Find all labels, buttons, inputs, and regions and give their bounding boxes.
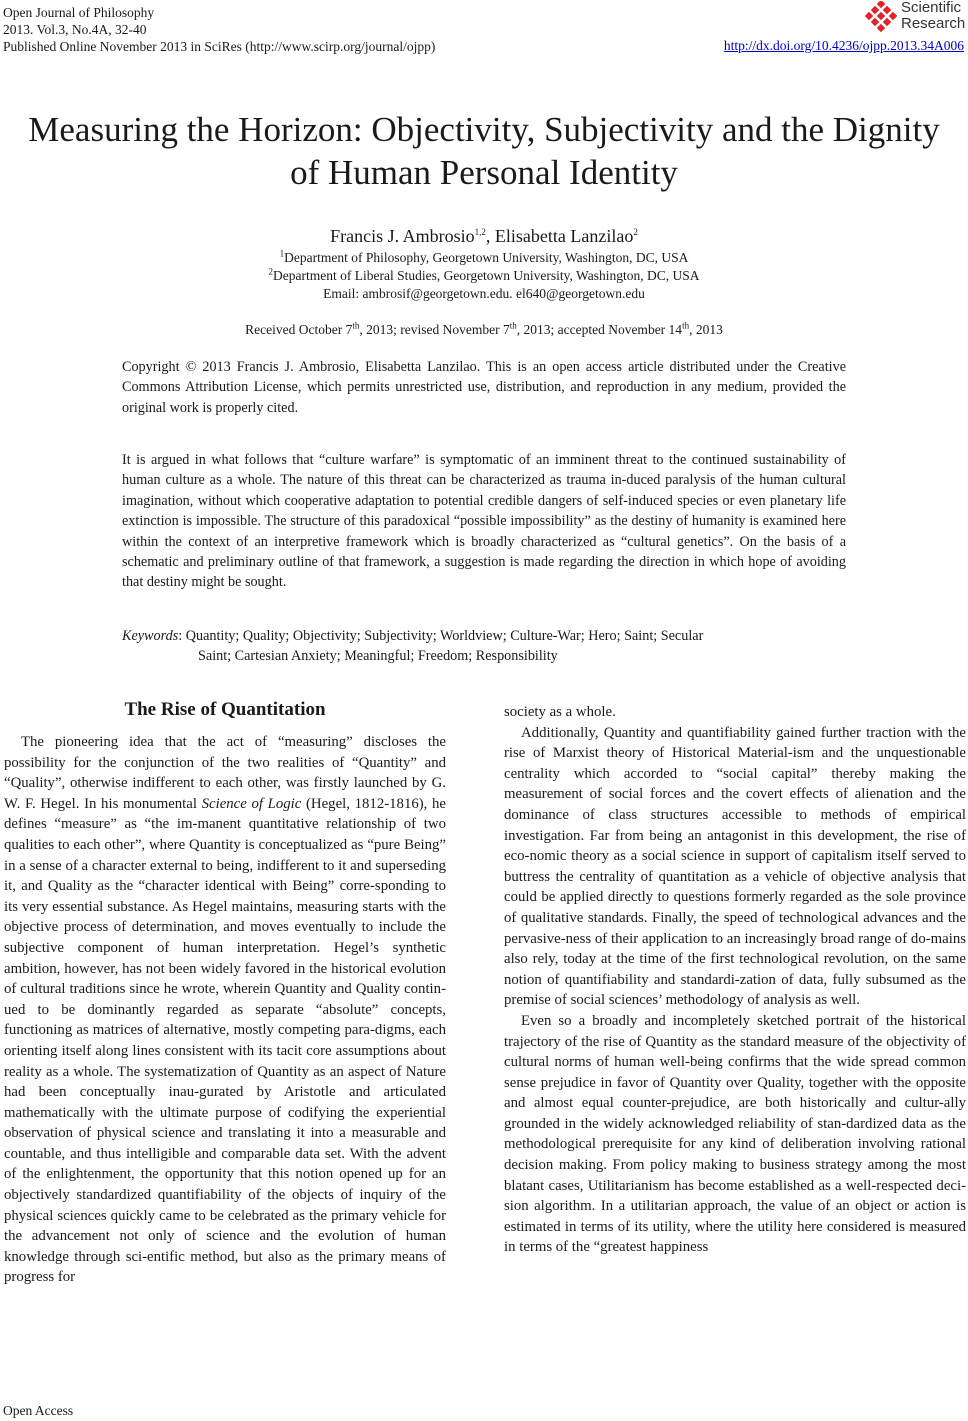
ordinal-suffix: th [509,320,517,331]
logo-line-1: Scientific [901,0,962,16]
author-2: Elisabetta Lanzilao [494,226,634,246]
keywords-line-1: : Quantity; Quality; Objectivity; Subjectivity; Worldview; Culture-War; Hero; Saint; Secular [178,628,704,644]
article-title [0,108,968,194]
body-paragraph: society as a whole. [504,704,616,720]
keywords-line-2: Saint; Cartesian Anxiety; Meaningful; Freedom; Responsibility [198,648,558,665]
body-paragraph [4,732,446,1288]
author-1: Francis J. Ambrosio [330,226,475,246]
affiliation-1-marker: 1 [279,248,285,259]
body-paragraph: Additionally, Quantity and quantifiability gained further traction with the rise of Marxist theory of Historical Material-ism and the unquestionable centrality which accorded to “social capital” thereby making the measurement of social forces and the covert effects of alienation and the dominance of class structures accessible to methods of empirical investigation. Far from being an antagonist in this development, the rise of eco-nomic theory as a social science in support of capitalism itself served to buttress the centrality of quantitation as a vehicle of objective analysis that could be applied directly to questions formerly regarded as the sole province of qualitative standards. Finally, the speed of technological advances and the pervasive-ness of their application to an increasingly broad range of do-mains also rely, today at the time of the first technological revolution, on the same notion of quantifiability and standardi-zation of data, fully subsumed as the premise of social sciences’ methodology of analysis as well. [504,724,966,1009]
ordinal-suffix: th [682,320,690,331]
affiliation-1-text: Department of Philosophy, Georgetown University, Washington, DC, USA [284,250,689,265]
affiliation-2 [0,268,968,284]
right-column [504,702,966,1258]
journal-name: Open Journal of Philosophy [3,5,155,20]
title-line-1: Measuring the Horizon: Objectivity, Subjectivity and the Dignity [28,110,940,149]
affiliation-2-text: Department of Liberal Studies, Georgetown University, Washington, DC, USA [273,268,700,283]
logo-mark-icon [864,1,900,35]
ordinal-suffix: th [352,320,360,331]
author-list [0,226,968,247]
accepted-year: , 2013 [689,322,723,337]
logo-wordmark [901,0,965,32]
author-emails: Email: ambrosif@georgetown.edu. el640@georgetown.edu [323,286,645,301]
affiliation-2-marker: 2 [268,266,273,277]
body-paragraph: Even so a broadly and incompletely sketched portrait of the historical trajectory of the rise of Quantity as the standard measure of the objectivity of cultural norms of human well-being confirms that the wide spread common sense prejudice in favor of Quantity over Quality, together with the opposite and almost equal counter-prejudice, are both historically and cultur-ally grounded in the widely acknowledged reliability of stan-dardized data as the methodological prerequisite for any kind of deliberation involving rational decision making. From policy making to business strategy among the most blatant cases, Utilitarianism has become established as a well-respected deci-sion algorithm. In a utilitarian approach, the value of an object or action is estimated in terms of its utility, where the utility here considered is measured in terms of the “greatest happiness [504,1012,966,1256]
received-dates [0,322,968,338]
section-heading: The Rise of Quantitation [124,699,326,720]
journal-volume: 2013. Vol.3, No.4A, 32-40 [3,22,147,37]
keywords [122,626,846,667]
running-header [3,4,435,55]
affiliation-1 [0,250,968,266]
author-separator: , [485,226,495,246]
footer-open-access: Open Access [3,1403,74,1418]
left-column [4,698,446,1288]
author-2-affiliation: 2 [633,227,638,237]
keywords-label: Keywords [122,628,179,644]
received-date: Received October 7 [245,322,353,337]
author-1-affiliation: 1,2 [474,227,486,237]
publisher-logo [864,0,964,36]
paragraph-text: The pioneering idea that the act of “measuring” discloses the possibility for the conjunction of the two realities of “Quantity” and “Quality”, otherwise indifferent to each other, was firstly launched by G. W. F. Hegel. In his monumental [4,734,446,812]
revised-date: , 2013; revised November 7 [359,322,510,337]
logo-line-2: Research [901,15,966,32]
doi-link[interactable]: http://dx.doi.org/10.4236/ojpp.2013.34A006 [723,38,964,53]
book-title: Science of Logic [201,795,302,812]
abstract: It is argued in what follows that “culture warfare” is symptomatic of an imminent threat to the continued sustainability of human culture as a whole. The nature of this threat can be characterized as trauma in-duced paralysis of the human cultural imagination, without which cooperative adaptation to potential credible dangers of self-induced species or even planetary life extinction is impossible. The structure of this paradoxical “possible impossibility” as the destiny of humanity is examined here within the context of an interpretive framework which is broadly characterized as “cultural genetics”. On the basis of a schematic and preliminary outline of that framework, a suggestion is made regarding the direction in which hope of avoiding that destiny might be sought. [122,452,846,591]
publication-info: Published Online November 2013 in SciRes (http://www.scirp.org/journal/ojpp) [3,39,436,54]
accepted-date: , 2013; accepted November 14 [516,322,683,337]
paragraph-text: (Hegel, 1812-1816), he defines “measure” as “the im-manent quantitative relationship of two qualities to each other”, where Quantity is conceptualized as “pure Being” in a sense of a character external to being, indifferent to it and superseding it, and Quality as the “character identical with Being” corre-sponding to its very essential substance. As Hegel maintains, measuring starts with the objective process of determination, and moves eventually to include the subjective component of human interpretation. Hegel’s synthetic ambition, however, has not been widely favored in the historical evolution of cultural traditions since he wrote, wherein Quantity and Quality contin-ued to be dominantly regarded as separate “absolute” concepts, functioning as matrices of alternative, mostly competing para-digms, each orienting itself along lines consistent with its tacit core assumptions about reality as a whole. The systematization of Quantity as an aspect of Nature had been conceptually inau-gurated by Aristotle and articulated mathematically with the ultimate purpose of codifying the experiential observation of physical science and translating it into a measurable and countable, and thus intelligible and comparable data set. With the advent of the enlightenment, the opportunity that this notion opened up for an objectively standardized quantifiability of the objects of inquiry of the physical sciences quickly came to be celebrated as the primary vehicle for the advancement not only of science and the evolution of human knowledge through sci-entific method, but also as the primary means of progress for [4,795,446,1286]
title-line-2: of Human Personal Identity [290,153,678,192]
copyright-notice: Copyright © 2013 Francis J. Ambrosio, Elisabetta Lanzilao. This is an open access article distributed under the Creative Commons Attribution License, which permits unrestricted use, distribution, and reproduction in any medium, provided the original work is properly cited. [122,359,846,416]
